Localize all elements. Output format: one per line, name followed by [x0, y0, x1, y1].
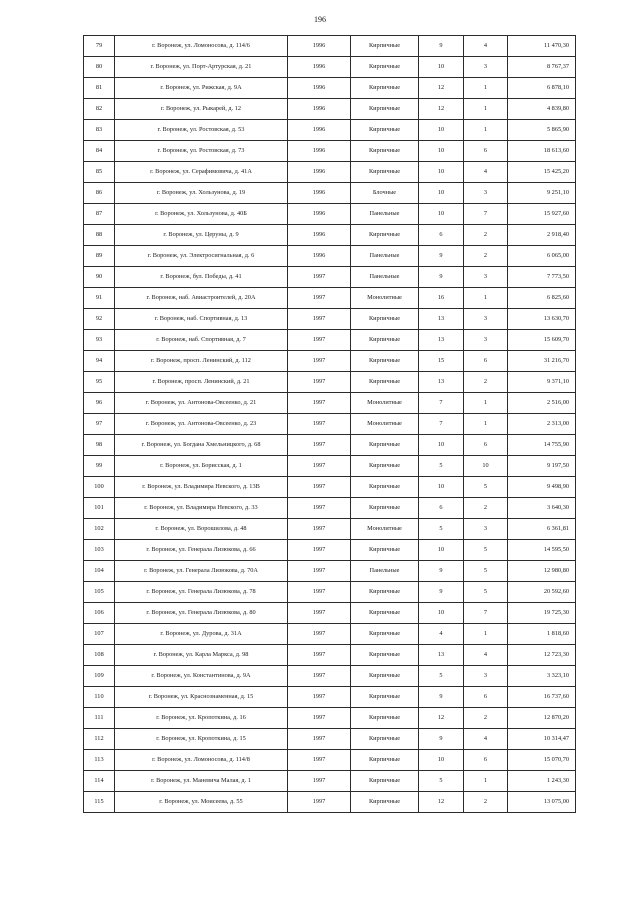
entrances-cell: 1: [464, 771, 508, 792]
year-built-cell: 1997: [288, 687, 351, 708]
entrances-cell: 3: [464, 183, 508, 204]
row-number-cell: 82: [84, 99, 115, 120]
wall-material-cell: Панельные: [351, 561, 419, 582]
entrances-cell: 3: [464, 519, 508, 540]
floors-cell: 12: [419, 99, 464, 120]
entrances-cell: 4: [464, 36, 508, 57]
area-cell: 9 498,90: [508, 477, 576, 498]
area-cell: 15 927,60: [508, 204, 576, 225]
year-built-cell: 1997: [288, 750, 351, 771]
entrances-cell: 1: [464, 393, 508, 414]
year-built-cell: 1997: [288, 435, 351, 456]
floors-cell: 12: [419, 792, 464, 813]
floors-cell: 5: [419, 519, 464, 540]
table-row: [84, 792, 576, 813]
address-cell: г. Воронеж, ул. Краснознаменная, д. 15: [115, 687, 288, 708]
wall-material-cell: Монолитные: [351, 414, 419, 435]
table-row: [84, 78, 576, 99]
table-row: [84, 582, 576, 603]
entrances-cell: 7: [464, 603, 508, 624]
address-cell: г. Воронеж, просп. Ленинский, д. 21: [115, 372, 288, 393]
row-number-cell: 84: [84, 141, 115, 162]
table-row: [84, 729, 576, 750]
wall-material-cell: Кирпичные: [351, 708, 419, 729]
wall-material-cell: Кирпичные: [351, 477, 419, 498]
row-number-cell: 100: [84, 477, 115, 498]
row-number-cell: 98: [84, 435, 115, 456]
area-cell: 13 630,70: [508, 309, 576, 330]
address-cell: г. Воронеж, ул. Антонова-Овсеенко, д. 23: [115, 414, 288, 435]
address-cell: г. Воронеж, ул. Генерала Лизюкова, д. 66: [115, 540, 288, 561]
year-built-cell: 1996: [288, 36, 351, 57]
floors-cell: 10: [419, 57, 464, 78]
address-cell: г. Воронеж, ул. Ростовская, д. 73: [115, 141, 288, 162]
table-row: [84, 540, 576, 561]
floors-cell: 7: [419, 393, 464, 414]
address-cell: г. Воронеж, ул. Владимира Невского, д. 13В: [115, 477, 288, 498]
row-number-cell: 87: [84, 204, 115, 225]
floors-cell: 6: [419, 225, 464, 246]
address-cell: г. Воронеж, ул. Порт-Артурская, д. 21: [115, 57, 288, 78]
area-cell: 19 725,30: [508, 603, 576, 624]
address-cell: г. Воронеж, ул. Кропоткина, д. 16: [115, 708, 288, 729]
year-built-cell: 1997: [288, 414, 351, 435]
area-cell: 7 773,50: [508, 267, 576, 288]
area-cell: 12 980,80: [508, 561, 576, 582]
area-cell: 1 818,60: [508, 624, 576, 645]
entrances-cell: 1: [464, 414, 508, 435]
address-cell: г. Воронеж, ул. Церуны, д. 9: [115, 225, 288, 246]
table-row: [84, 288, 576, 309]
row-number-cell: 108: [84, 645, 115, 666]
entrances-cell: 6: [464, 141, 508, 162]
entrances-cell: 2: [464, 792, 508, 813]
year-built-cell: 1997: [288, 561, 351, 582]
entrances-cell: 5: [464, 477, 508, 498]
row-number-cell: 81: [84, 78, 115, 99]
wall-material-cell: Кирпичные: [351, 624, 419, 645]
year-built-cell: 1997: [288, 288, 351, 309]
area-cell: 15 609,70: [508, 330, 576, 351]
area-cell: 3 323,10: [508, 666, 576, 687]
entrances-cell: 3: [464, 57, 508, 78]
row-number-cell: 102: [84, 519, 115, 540]
year-built-cell: 1996: [288, 204, 351, 225]
year-built-cell: 1996: [288, 183, 351, 204]
year-built-cell: 1997: [288, 309, 351, 330]
area-cell: 10 314,47: [508, 729, 576, 750]
table-row: [84, 372, 576, 393]
area-cell: 31 216,70: [508, 351, 576, 372]
wall-material-cell: Кирпичные: [351, 57, 419, 78]
row-number-cell: 91: [84, 288, 115, 309]
wall-material-cell: Панельные: [351, 246, 419, 267]
page-number: 196: [314, 15, 326, 24]
area-cell: 9 251,10: [508, 183, 576, 204]
address-cell: г. Воронеж, ул. Генерала Лизюкова, д. 78: [115, 582, 288, 603]
floors-cell: 10: [419, 183, 464, 204]
area-cell: 16 737,60: [508, 687, 576, 708]
table-body: [84, 36, 576, 813]
area-cell: 14 595,50: [508, 540, 576, 561]
table-row: [84, 498, 576, 519]
row-number-cell: 86: [84, 183, 115, 204]
wall-material-cell: Кирпичные: [351, 750, 419, 771]
floors-cell: 10: [419, 162, 464, 183]
floors-cell: 9: [419, 246, 464, 267]
floors-cell: 4: [419, 624, 464, 645]
table-row: [84, 477, 576, 498]
wall-material-cell: Кирпичные: [351, 162, 419, 183]
entrances-cell: 1: [464, 78, 508, 99]
row-number-cell: 95: [84, 372, 115, 393]
row-number-cell: 99: [84, 456, 115, 477]
entrances-cell: 5: [464, 561, 508, 582]
wall-material-cell: Кирпичные: [351, 225, 419, 246]
wall-material-cell: Кирпичные: [351, 582, 419, 603]
year-built-cell: 1996: [288, 246, 351, 267]
wall-material-cell: Кирпичные: [351, 645, 419, 666]
year-built-cell: 1997: [288, 519, 351, 540]
table-row: [84, 561, 576, 582]
table-row: [84, 624, 576, 645]
address-cell: г. Воронеж, ул. Борисская, д. 1: [115, 456, 288, 477]
area-cell: 2 313,00: [508, 414, 576, 435]
address-cell: г. Воронеж, ул. Ломоносова, д. 114/6: [115, 36, 288, 57]
row-number-cell: 85: [84, 162, 115, 183]
table-row: [84, 267, 576, 288]
floors-cell: 10: [419, 120, 464, 141]
address-cell: г. Воронеж, ул. Ростовская, д. 53: [115, 120, 288, 141]
address-cell: г. Воронеж, ул. Кропоткина, д. 15: [115, 729, 288, 750]
area-cell: 5 865,90: [508, 120, 576, 141]
table-row: [84, 750, 576, 771]
year-built-cell: 1997: [288, 267, 351, 288]
year-built-cell: 1997: [288, 393, 351, 414]
row-number-cell: 80: [84, 57, 115, 78]
wall-material-cell: Кирпичные: [351, 330, 419, 351]
table-row: [84, 708, 576, 729]
row-number-cell: 93: [84, 330, 115, 351]
floors-cell: 6: [419, 498, 464, 519]
wall-material-cell: Монолитные: [351, 288, 419, 309]
area-cell: 8 767,37: [508, 57, 576, 78]
row-number-cell: 112: [84, 729, 115, 750]
floors-cell: 5: [419, 666, 464, 687]
address-cell: г. Воронеж, ул. Владимира Невского, д. 33: [115, 498, 288, 519]
area-cell: 12 723,30: [508, 645, 576, 666]
year-built-cell: 1996: [288, 78, 351, 99]
table-row: [84, 57, 576, 78]
entrances-cell: 2: [464, 498, 508, 519]
year-built-cell: 1997: [288, 624, 351, 645]
table-row: [84, 519, 576, 540]
area-cell: 6 825,60: [508, 288, 576, 309]
table-row: [84, 414, 576, 435]
year-built-cell: 1997: [288, 603, 351, 624]
wall-material-cell: Монолитные: [351, 519, 419, 540]
row-number-cell: 111: [84, 708, 115, 729]
wall-material-cell: Кирпичные: [351, 99, 419, 120]
row-number-cell: 96: [84, 393, 115, 414]
entrances-cell: 2: [464, 708, 508, 729]
entrances-cell: 4: [464, 645, 508, 666]
address-cell: г. Воронеж, бул. Победы, д. 41: [115, 267, 288, 288]
address-cell: г. Воронеж, просп. Ленинский, д. 112: [115, 351, 288, 372]
area-cell: 4 839,80: [508, 99, 576, 120]
wall-material-cell: Кирпичные: [351, 351, 419, 372]
table-row: [84, 36, 576, 57]
table-row: [84, 330, 576, 351]
area-cell: 9 371,10: [508, 372, 576, 393]
table-row: [84, 162, 576, 183]
table-row: [84, 435, 576, 456]
entrances-cell: 7: [464, 204, 508, 225]
floors-cell: 7: [419, 414, 464, 435]
year-built-cell: 1996: [288, 225, 351, 246]
year-built-cell: 1997: [288, 540, 351, 561]
row-number-cell: 103: [84, 540, 115, 561]
floors-cell: 10: [419, 603, 464, 624]
wall-material-cell: Монолитные: [351, 393, 419, 414]
address-cell: г. Воронеж, ул. Хользунова, д. 19: [115, 183, 288, 204]
floors-cell: 10: [419, 750, 464, 771]
address-cell: г. Воронеж, ул. Ворошилова, д. 48: [115, 519, 288, 540]
floors-cell: 10: [419, 477, 464, 498]
year-built-cell: 1997: [288, 729, 351, 750]
floors-cell: 10: [419, 435, 464, 456]
entrances-cell: 5: [464, 582, 508, 603]
year-built-cell: 1997: [288, 372, 351, 393]
floors-cell: 13: [419, 372, 464, 393]
table-row: [84, 456, 576, 477]
area-cell: 2 516,00: [508, 393, 576, 414]
entrances-cell: 2: [464, 246, 508, 267]
floors-cell: 9: [419, 267, 464, 288]
area-cell: 20 592,60: [508, 582, 576, 603]
wall-material-cell: Кирпичные: [351, 36, 419, 57]
floors-cell: 5: [419, 771, 464, 792]
address-cell: г. Воронеж, ул. Карла Маркса, д. 98: [115, 645, 288, 666]
wall-material-cell: Кирпичные: [351, 456, 419, 477]
table-row: [84, 666, 576, 687]
entrances-cell: 2: [464, 372, 508, 393]
area-cell: 9 197,50: [508, 456, 576, 477]
year-built-cell: 1996: [288, 141, 351, 162]
table-row: [84, 771, 576, 792]
address-cell: г. Воронеж, ул. Серафимовича, д. 41А: [115, 162, 288, 183]
floors-cell: 16: [419, 288, 464, 309]
entrances-cell: 4: [464, 162, 508, 183]
wall-material-cell: Кирпичные: [351, 687, 419, 708]
floors-cell: 10: [419, 204, 464, 225]
year-built-cell: 1997: [288, 771, 351, 792]
entrances-cell: 1: [464, 99, 508, 120]
row-number-cell: 106: [84, 603, 115, 624]
table-row: [84, 687, 576, 708]
area-cell: 2 918,40: [508, 225, 576, 246]
wall-material-cell: Кирпичные: [351, 666, 419, 687]
wall-material-cell: Кирпичные: [351, 498, 419, 519]
table-row: [84, 204, 576, 225]
entrances-cell: 6: [464, 435, 508, 456]
row-number-cell: 89: [84, 246, 115, 267]
year-built-cell: 1996: [288, 99, 351, 120]
address-cell: г. Воронеж, ул. Генерала Лизюкова, д. 80: [115, 603, 288, 624]
address-cell: г. Воронеж, наб. Авиастроителей, д. 20А: [115, 288, 288, 309]
year-built-cell: 1997: [288, 582, 351, 603]
wall-material-cell: Блочные: [351, 183, 419, 204]
row-number-cell: 109: [84, 666, 115, 687]
floors-cell: 12: [419, 708, 464, 729]
floors-cell: 13: [419, 309, 464, 330]
table-row: [84, 351, 576, 372]
row-number-cell: 104: [84, 561, 115, 582]
entrances-cell: 1: [464, 624, 508, 645]
address-cell: г. Воронеж, ул. Генерала Лизюкова, д. 70А: [115, 561, 288, 582]
area-cell: 11 470,30: [508, 36, 576, 57]
address-cell: г. Воронеж, ул. Константинова, д. 9А: [115, 666, 288, 687]
entrances-cell: 6: [464, 750, 508, 771]
entrances-cell: 2: [464, 225, 508, 246]
table-row: [84, 99, 576, 120]
row-number-cell: 101: [84, 498, 115, 519]
table-row: [84, 120, 576, 141]
year-built-cell: 1997: [288, 456, 351, 477]
table-row: [84, 225, 576, 246]
floors-cell: 9: [419, 561, 464, 582]
entrances-cell: 5: [464, 540, 508, 561]
row-number-cell: 94: [84, 351, 115, 372]
floors-cell: 15: [419, 351, 464, 372]
floors-cell: 13: [419, 330, 464, 351]
address-cell: г. Воронеж, ул. Богдана Хмельницкого, д. 68: [115, 435, 288, 456]
table-row: [84, 141, 576, 162]
entrances-cell: 1: [464, 288, 508, 309]
address-cell: г. Воронеж, ул. Рижская, д. 9А: [115, 78, 288, 99]
address-cell: г. Воронеж, ул. Моисеева, д. 55: [115, 792, 288, 813]
row-number-cell: 114: [84, 771, 115, 792]
floors-cell: 12: [419, 78, 464, 99]
address-cell: г. Воронеж, ул. Электросигнальная, д. 6: [115, 246, 288, 267]
row-number-cell: 79: [84, 36, 115, 57]
entrances-cell: 1: [464, 120, 508, 141]
wall-material-cell: Кирпичные: [351, 372, 419, 393]
wall-material-cell: Панельные: [351, 267, 419, 288]
area-cell: 1 243,30: [508, 771, 576, 792]
floors-cell: 9: [419, 729, 464, 750]
wall-material-cell: Кирпичные: [351, 120, 419, 141]
address-cell: г. Воронеж, наб. Спортивная, д. 13: [115, 309, 288, 330]
table-row: [84, 183, 576, 204]
wall-material-cell: Кирпичные: [351, 771, 419, 792]
year-built-cell: 1997: [288, 645, 351, 666]
row-number-cell: 113: [84, 750, 115, 771]
year-built-cell: 1997: [288, 792, 351, 813]
row-number-cell: 92: [84, 309, 115, 330]
wall-material-cell: Кирпичные: [351, 141, 419, 162]
row-number-cell: 83: [84, 120, 115, 141]
area-cell: 15 425,20: [508, 162, 576, 183]
table-row: [84, 393, 576, 414]
area-cell: 12 870,20: [508, 708, 576, 729]
row-number-cell: 90: [84, 267, 115, 288]
year-built-cell: 1996: [288, 57, 351, 78]
wall-material-cell: Кирпичные: [351, 729, 419, 750]
floors-cell: 5: [419, 456, 464, 477]
table-row: [84, 246, 576, 267]
table-row: [84, 645, 576, 666]
year-built-cell: 1996: [288, 120, 351, 141]
entrances-cell: 3: [464, 330, 508, 351]
area-cell: 6 065,00: [508, 246, 576, 267]
floors-cell: 9: [419, 687, 464, 708]
entrances-cell: 6: [464, 351, 508, 372]
table-row: [84, 603, 576, 624]
year-built-cell: 1997: [288, 666, 351, 687]
entrances-cell: 3: [464, 309, 508, 330]
floors-cell: 10: [419, 141, 464, 162]
area-cell: 13 075,00: [508, 792, 576, 813]
floors-cell: 9: [419, 582, 464, 603]
row-number-cell: 97: [84, 414, 115, 435]
year-built-cell: 1997: [288, 498, 351, 519]
wall-material-cell: Панельные: [351, 204, 419, 225]
address-cell: г. Воронеж, ул. Хользунова, д. 40Б: [115, 204, 288, 225]
housing-registry-table: [83, 35, 576, 813]
table-row: [84, 309, 576, 330]
area-cell: 18 613,60: [508, 141, 576, 162]
address-cell: г. Воронеж, наб. Спортивная, д. 7: [115, 330, 288, 351]
row-number-cell: 107: [84, 624, 115, 645]
row-number-cell: 115: [84, 792, 115, 813]
wall-material-cell: Кирпичные: [351, 603, 419, 624]
area-cell: 14 755,90: [508, 435, 576, 456]
address-cell: г. Воронеж, ул. Дурова, д. 31А: [115, 624, 288, 645]
floors-cell: 9: [419, 36, 464, 57]
row-number-cell: 88: [84, 225, 115, 246]
wall-material-cell: Кирпичные: [351, 309, 419, 330]
floors-cell: 10: [419, 540, 464, 561]
area-cell: 3 640,30: [508, 498, 576, 519]
entrances-cell: 3: [464, 267, 508, 288]
row-number-cell: 105: [84, 582, 115, 603]
address-cell: г. Воронеж, ул. Ломоносова, д. 114/8: [115, 750, 288, 771]
year-built-cell: 1997: [288, 330, 351, 351]
year-built-cell: 1997: [288, 708, 351, 729]
floors-cell: 13: [419, 645, 464, 666]
wall-material-cell: Кирпичные: [351, 78, 419, 99]
entrances-cell: 6: [464, 687, 508, 708]
wall-material-cell: Кирпичные: [351, 792, 419, 813]
entrances-cell: 10: [464, 456, 508, 477]
year-built-cell: 1997: [288, 351, 351, 372]
year-built-cell: 1997: [288, 477, 351, 498]
wall-material-cell: Кирпичные: [351, 540, 419, 561]
address-cell: г. Воронеж, ул. Рыкарей, д. 12: [115, 99, 288, 120]
entrances-cell: 4: [464, 729, 508, 750]
year-built-cell: 1996: [288, 162, 351, 183]
area-cell: 6 361,81: [508, 519, 576, 540]
entrances-cell: 3: [464, 666, 508, 687]
address-cell: г. Воронеж, ул. Маневича Малая, д. 1: [115, 771, 288, 792]
area-cell: 6 878,10: [508, 78, 576, 99]
row-number-cell: 110: [84, 687, 115, 708]
wall-material-cell: Кирпичные: [351, 435, 419, 456]
address-cell: г. Воронеж, ул. Антонова-Овсеенко, д. 21: [115, 393, 288, 414]
area-cell: 15 070,70: [508, 750, 576, 771]
